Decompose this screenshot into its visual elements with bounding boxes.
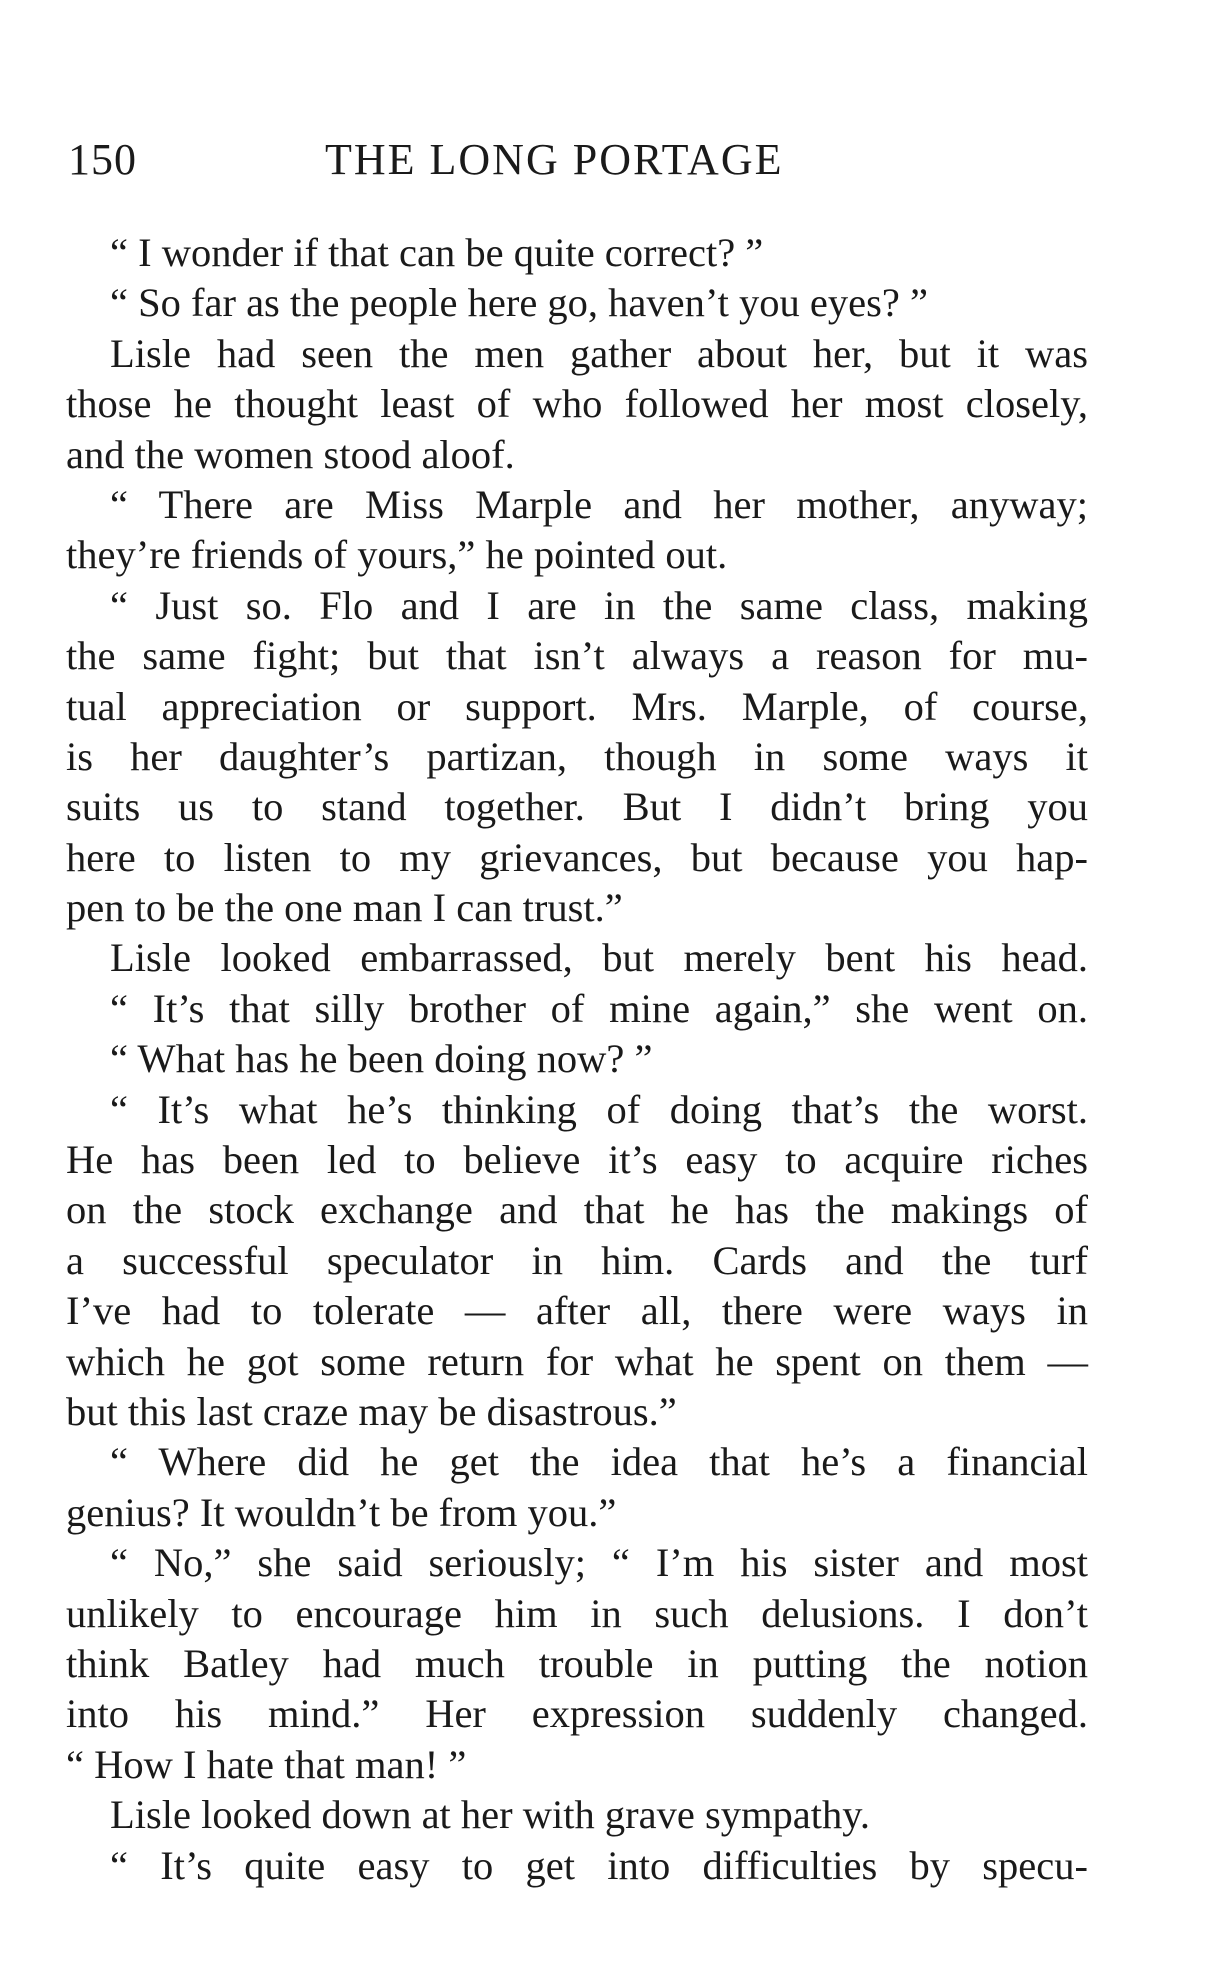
text-line: “ I wonder if that can be quite correct? ”: [110, 230, 764, 275]
text-line: “ There are Miss Marple and her mother, anyway;: [110, 481, 1088, 527]
text-line: “ So far as the people here go, haven’t you eyes? ”: [110, 280, 928, 326]
running-head: [68, 134, 1088, 194]
text-line: “ No,” she said seriously; “ I’m his sister and most: [110, 1540, 1088, 1586]
text-line: Lisle looked down at her with grave sympathy.: [110, 1792, 870, 1838]
text-line: think Batley had much trouble in putting the notion: [66, 1640, 1088, 1686]
text-line: “ It’s quite easy to get into difficulties by specu-: [110, 1842, 1088, 1888]
body-text: [66, 228, 1088, 1891]
text-line: Lisle had seen the men gather about her, but it was: [110, 330, 1088, 376]
text-line: unlikely to encourage him in such delusions. I don’t: [66, 1590, 1088, 1636]
text-line: into his mind.” Her expression suddenly changed.: [66, 1691, 1088, 1737]
text-line: is her daughter’s partizan, though in some ways it: [66, 733, 1088, 779]
text-line: on the stock exchange and that he has the makings of: [66, 1187, 1088, 1233]
page-number: 150: [68, 135, 137, 184]
text-line: a successful speculator in him. Cards and the turf: [66, 1237, 1088, 1283]
text-line: “ What has he been doing now? ”: [110, 1036, 653, 1082]
text-line: “ It’s what he’s thinking of doing that’s the worst.: [110, 1086, 1088, 1132]
text-line: I’ve had to tolerate — after all, there were ways in: [66, 1288, 1088, 1334]
text-line: they’re friends of yours,” he pointed out.: [66, 532, 728, 578]
running-title: THE LONG PORTAGE: [325, 135, 784, 184]
text-line: He has been led to believe it’s easy to acquire riches: [66, 1137, 1088, 1183]
text-line: those he thought least of who followed her most closely,: [66, 381, 1088, 427]
text-line: tual appreciation or support. Mrs. Marple, of course,: [66, 683, 1088, 729]
text-line: and the women stood aloof.: [66, 431, 515, 477]
text-line: “ Just so. Flo and I are in the same class, making: [110, 582, 1088, 628]
text-line: but this last craze may be disastrous.”: [66, 1388, 677, 1434]
text-line: here to listen to my grievances, but because you hap-: [66, 834, 1088, 880]
text-line: “ How I hate that man! ”: [66, 1741, 467, 1787]
text-line: pen to be the one man I can trust.”: [66, 885, 623, 931]
text-line: which he got some return for what he spent on them —: [66, 1338, 1088, 1384]
text-line: “ It’s that silly brother of mine again,” she went on.: [110, 985, 1088, 1031]
text-line: genius? It wouldn’t be from you.”: [66, 1489, 617, 1535]
text-line: the same fight; but that isn’t always a reason for mu-: [66, 633, 1088, 679]
text-line: suits us to stand together. But I didn’t bring you: [66, 784, 1088, 830]
text-line: Lisle looked embarrassed, but merely bent his head.: [110, 935, 1088, 981]
text-line: “ Where did he get the idea that he’s a financial: [110, 1439, 1088, 1485]
